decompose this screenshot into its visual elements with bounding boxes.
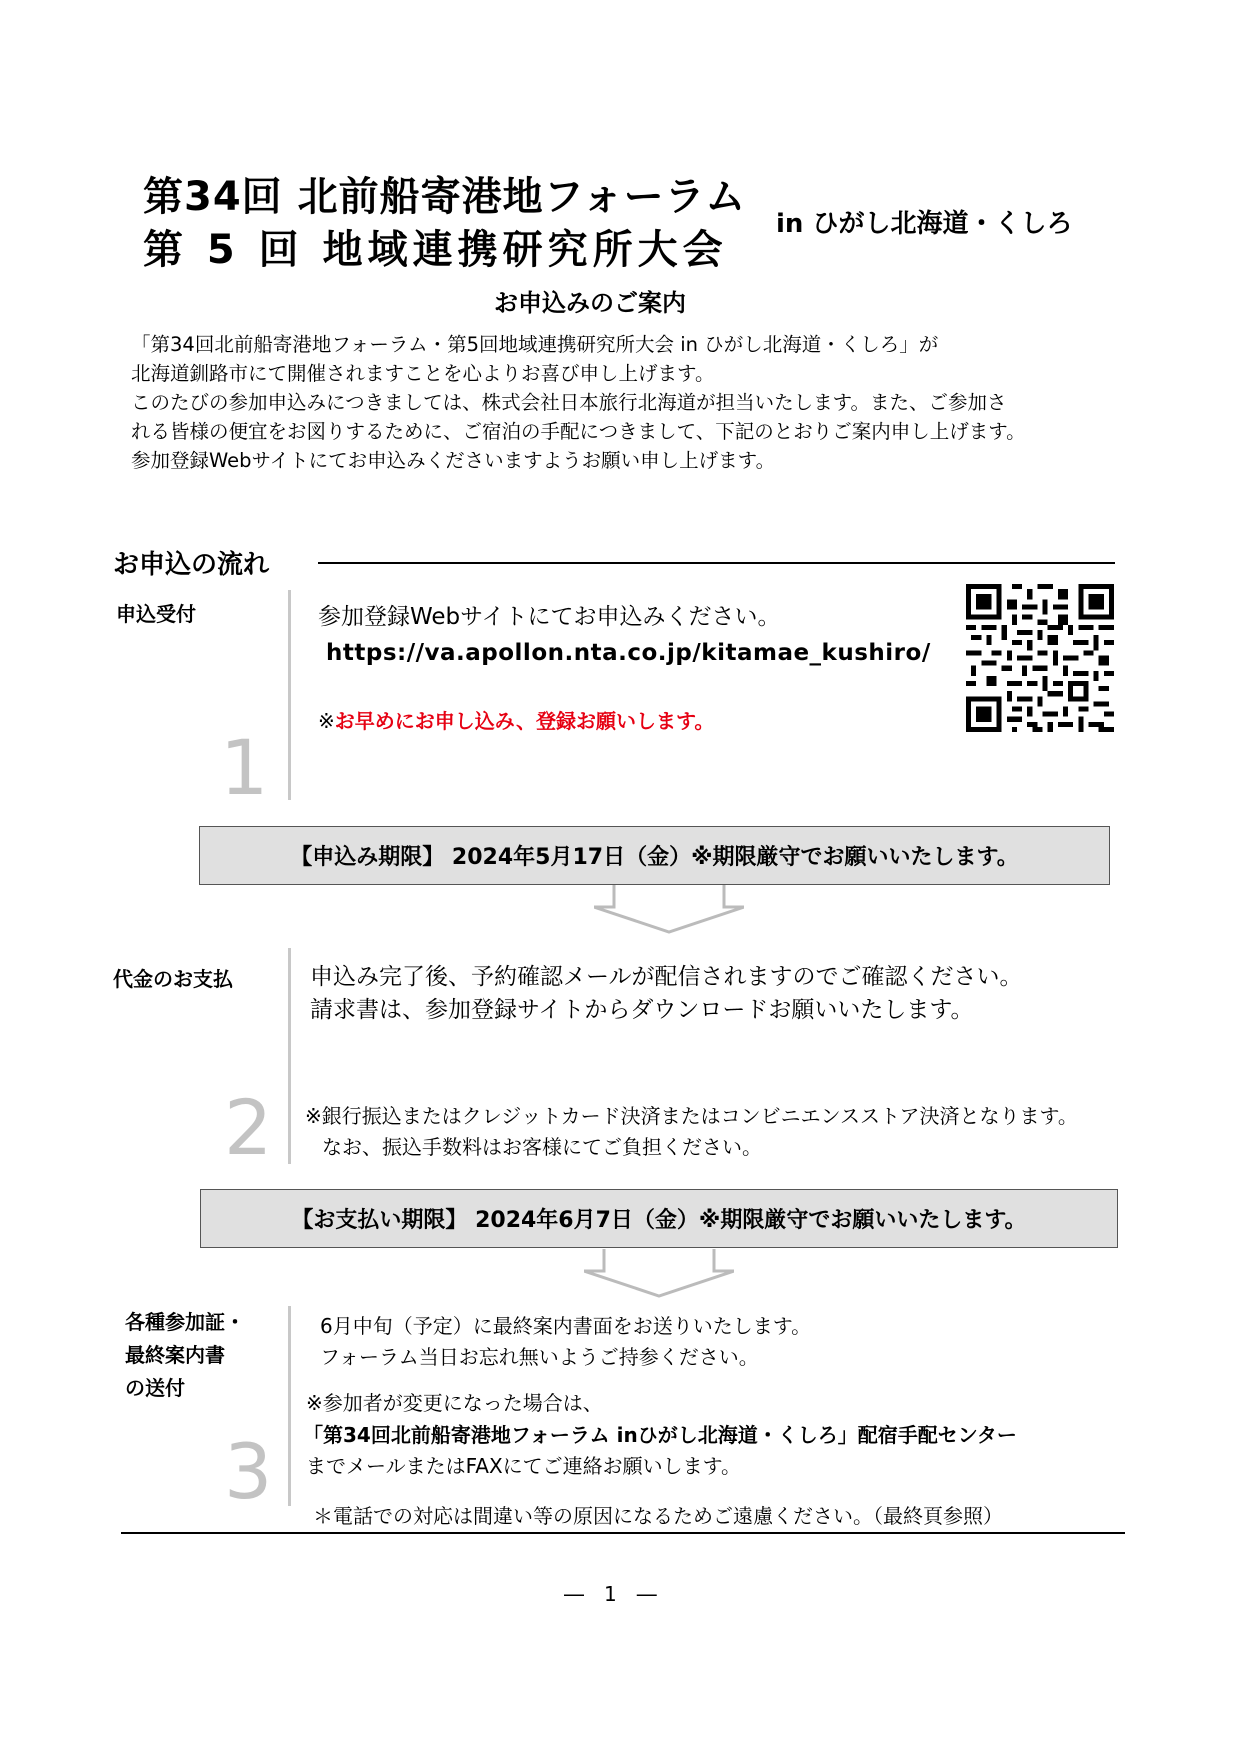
step1-note (318, 705, 714, 734)
bottom-rule (121, 1532, 1125, 1534)
page-number: ― 1 ― (564, 1582, 657, 1606)
note-mark: ※ (318, 709, 335, 733)
location-subtitle: in ひがし北海道・くしろ (776, 209, 1073, 239)
early-apply-note: お早めにお申し込み、登録お願いします。 (334, 709, 715, 733)
step1-text: 参加登録Webサイトにてお申込みください。 (318, 604, 781, 630)
step3-line2: フォーラム当日お忘れ無いようご持参ください。 (320, 1345, 759, 1369)
step3-number: 3 (224, 1427, 273, 1516)
step2-divider (288, 948, 291, 1164)
intro-line: 「第34回北前船寄港地フォーラム・第5回地域連携研究所大会 in ひがし北海道・くしろ」が (131, 333, 939, 356)
notice-title: お申込みのご案内 (494, 289, 686, 317)
step3-divider (288, 1306, 291, 1506)
step2-label: 代金のお支払 (113, 967, 233, 991)
step2-line2: 請求書は、参加登録サイトからダウンロードお願いいたします。 (310, 997, 974, 1023)
step3-note2: 「第34回北前船寄港地フォーラム inひがし北海道・くしろ」配宿手配センター (303, 1423, 1017, 1447)
step2-note2: なお、振込手数料はお客様にてご負担ください。 (322, 1135, 762, 1159)
intro-paragraph (131, 330, 1026, 475)
step3-label-line: 最終案内書 (125, 1343, 225, 1367)
payment-deadline-box: 【お支払い期限】 2024年6月7日（金）※期限厳守でお願いいたします。 (200, 1189, 1118, 1248)
title-line-2: 第 5 回 地域連携研究所大会 (143, 227, 728, 273)
down-arrow-icon (584, 1249, 734, 1299)
step2-number: 2 (224, 1083, 273, 1172)
down-arrow-icon (594, 885, 744, 935)
intro-line: このたびの参加申込みにつきましては、株式会社日本旅行北海道が担当いたします。また、ご参加さ (131, 391, 1007, 414)
title-line-1: 第34回 北前船寄港地フォーラム (143, 174, 747, 220)
step3-label (125, 1306, 245, 1405)
step3-label-line: の送付 (125, 1376, 185, 1400)
registration-url-link[interactable]: https://va.apollon.nta.co.jp/kitamae_kushiro/ (326, 640, 931, 666)
step1-divider (288, 590, 291, 800)
intro-line: 北海道釧路市にて開催されますことを心よりお喜び申し上げます。 (131, 362, 715, 385)
step1-number: 1 (220, 723, 269, 812)
step2-note1: ※銀行振込またはクレジットカード決済またはコンビニエンスストア決済となります。 (305, 1104, 1078, 1128)
step3-note3: までメールまたはFAXにてご連絡お願いします。 (306, 1454, 742, 1478)
step3-note4: ＊電話での対応は間違い等の原因になるためご遠慮ください。（最終頁参照） (313, 1504, 1003, 1528)
step3-line1: 6月中旬（予定）に最終案内書面をお送りいたします。 (320, 1314, 812, 1338)
flow-heading: お申込の流れ (113, 550, 270, 580)
intro-line: 参加登録Webサイトにてお申込みくださいますようお願い申し上げます。 (131, 449, 776, 472)
step3-label-line: 各種参加証・ (125, 1310, 245, 1334)
qr-code[interactable] (966, 584, 1114, 732)
step3-note1: ※参加者が変更になった場合は、 (306, 1391, 603, 1415)
application-deadline-box: 【申込み期限】 2024年5月17日（金）※期限厳守でお願いいたします。 (199, 826, 1110, 885)
heading-rule (318, 562, 1115, 564)
intro-line: れる皆様の便宜をお図りするために、ご宿泊の手配につきまして、下記のとおりご案内申し上げます。 (131, 420, 1026, 443)
step2-line1: 申込み完了後、予約確認メールが配信されますのでご確認ください。 (310, 964, 1023, 990)
step1-label: 申込受付 (116, 602, 196, 626)
